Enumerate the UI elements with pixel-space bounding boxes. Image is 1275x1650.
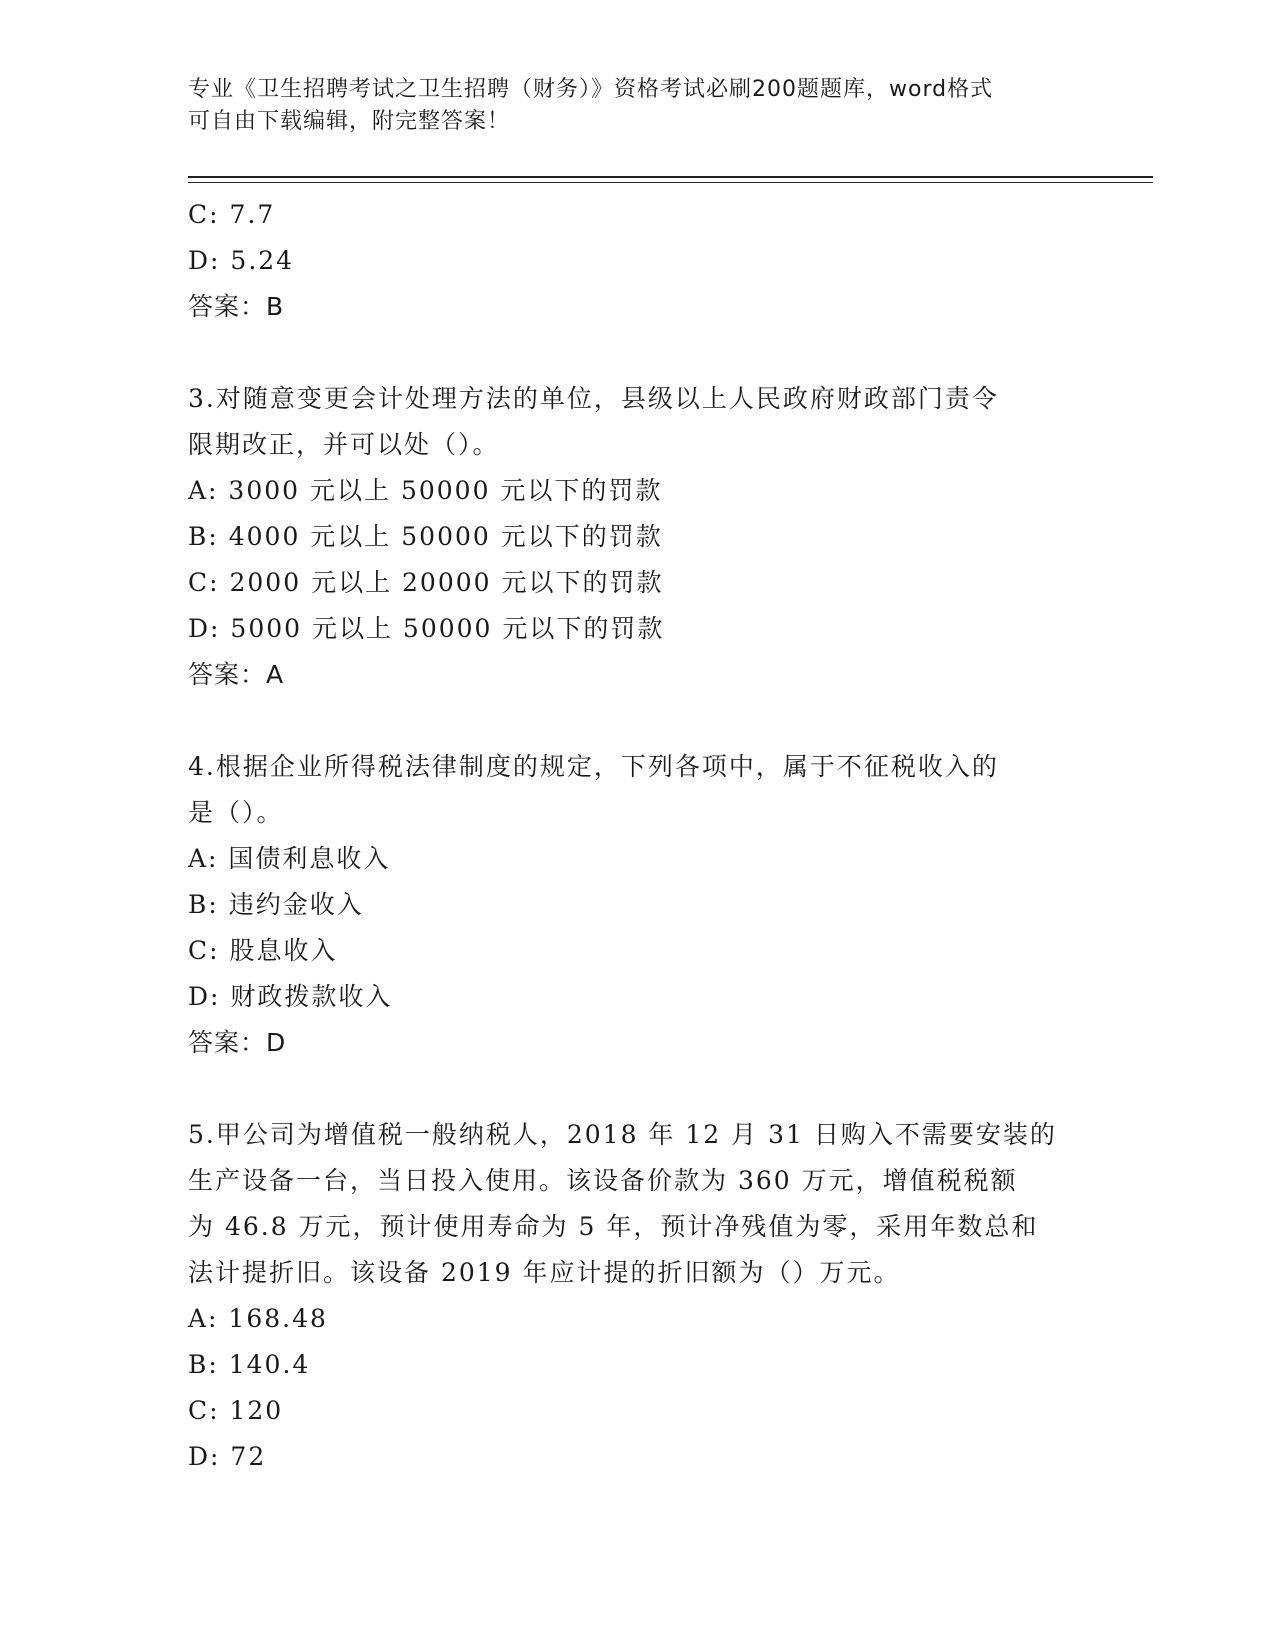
question-5-stem-line-2: 生产设备一台，当日投入使用。该设备价款为 360 万元，增值税税额 <box>188 1166 1018 1195</box>
question-4-option-b: B: 违约金收入 <box>188 890 364 919</box>
question-4-answer: 答案：D <box>188 1028 287 1057</box>
question-2-option-d: D: 5.24 <box>188 246 295 275</box>
question-4-option-d: D: 财政拨款收入 <box>188 982 393 1011</box>
question-3-stem-line-1: 3.对随意变更会计处理方法的单位，县级以上人民政府财政部门责令 <box>188 384 999 413</box>
spacer <box>188 330 1088 376</box>
question-5-option-b: B: 140.4 <box>188 1350 311 1379</box>
question-4-option-a: A: 国债利息收入 <box>188 844 391 873</box>
question-4-option-c: C: 股息收入 <box>188 936 338 965</box>
header-title-line-2: 可自由下载编辑，附完整答案！ <box>188 109 511 134</box>
question-3-option-b: B: 4000 元以上 50000 元以下的罚款 <box>188 522 663 551</box>
question-3-answer: 答案：A <box>188 660 285 689</box>
question-3 <box>188 376 1088 698</box>
question-2-option-c: C: 7.7 <box>188 200 276 229</box>
question-4 <box>188 744 1088 1066</box>
header-title-line-1: 专业《卫生招聘考试之卫生招聘（财务）》资格考试必刷200题题库，word格式 <box>188 77 994 102</box>
question-5-option-d: D: 72 <box>188 1442 267 1471</box>
header-divider-thick <box>188 176 1153 178</box>
question-5-option-a: A: 168.48 <box>188 1304 328 1333</box>
question-5-stem-line-1: 5.甲公司为增值税一般纳税人，2018 年 12 月 31 日购入不需要安装的 <box>188 1120 1057 1149</box>
question-3-stem-line-2: 限期改正，并可以处（）。 <box>188 430 500 459</box>
spacer <box>188 698 1088 744</box>
question-4-stem-line-2: 是（）。 <box>188 798 284 827</box>
question-2-tail <box>188 192 1088 330</box>
question-5-stem-line-4: 法计提折旧。该设备 2019 年应计提的折旧额为（）万元。 <box>188 1258 901 1287</box>
question-content <box>188 192 1088 1480</box>
question-4-stem-line-1: 4.根据企业所得税法律制度的规定，下列各项中，属于不征税收入的 <box>188 752 999 781</box>
question-3-option-a: A: 3000 元以上 50000 元以下的罚款 <box>188 476 663 505</box>
question-2-answer: 答案：B <box>188 292 285 321</box>
question-5 <box>188 1112 1088 1480</box>
question-5-stem-line-3: 为 46.8 万元，预计使用寿命为 5 年，预计净残值为零，采用年数总和 <box>188 1212 1039 1241</box>
question-3-option-c: C: 2000 元以上 20000 元以下的罚款 <box>188 568 664 597</box>
question-5-option-c: C: 120 <box>188 1396 284 1425</box>
question-3-option-d: D: 5000 元以上 50000 元以下的罚款 <box>188 614 665 643</box>
header-divider-thin <box>188 182 1153 183</box>
spacer <box>188 1066 1088 1112</box>
document-header <box>188 74 1068 138</box>
